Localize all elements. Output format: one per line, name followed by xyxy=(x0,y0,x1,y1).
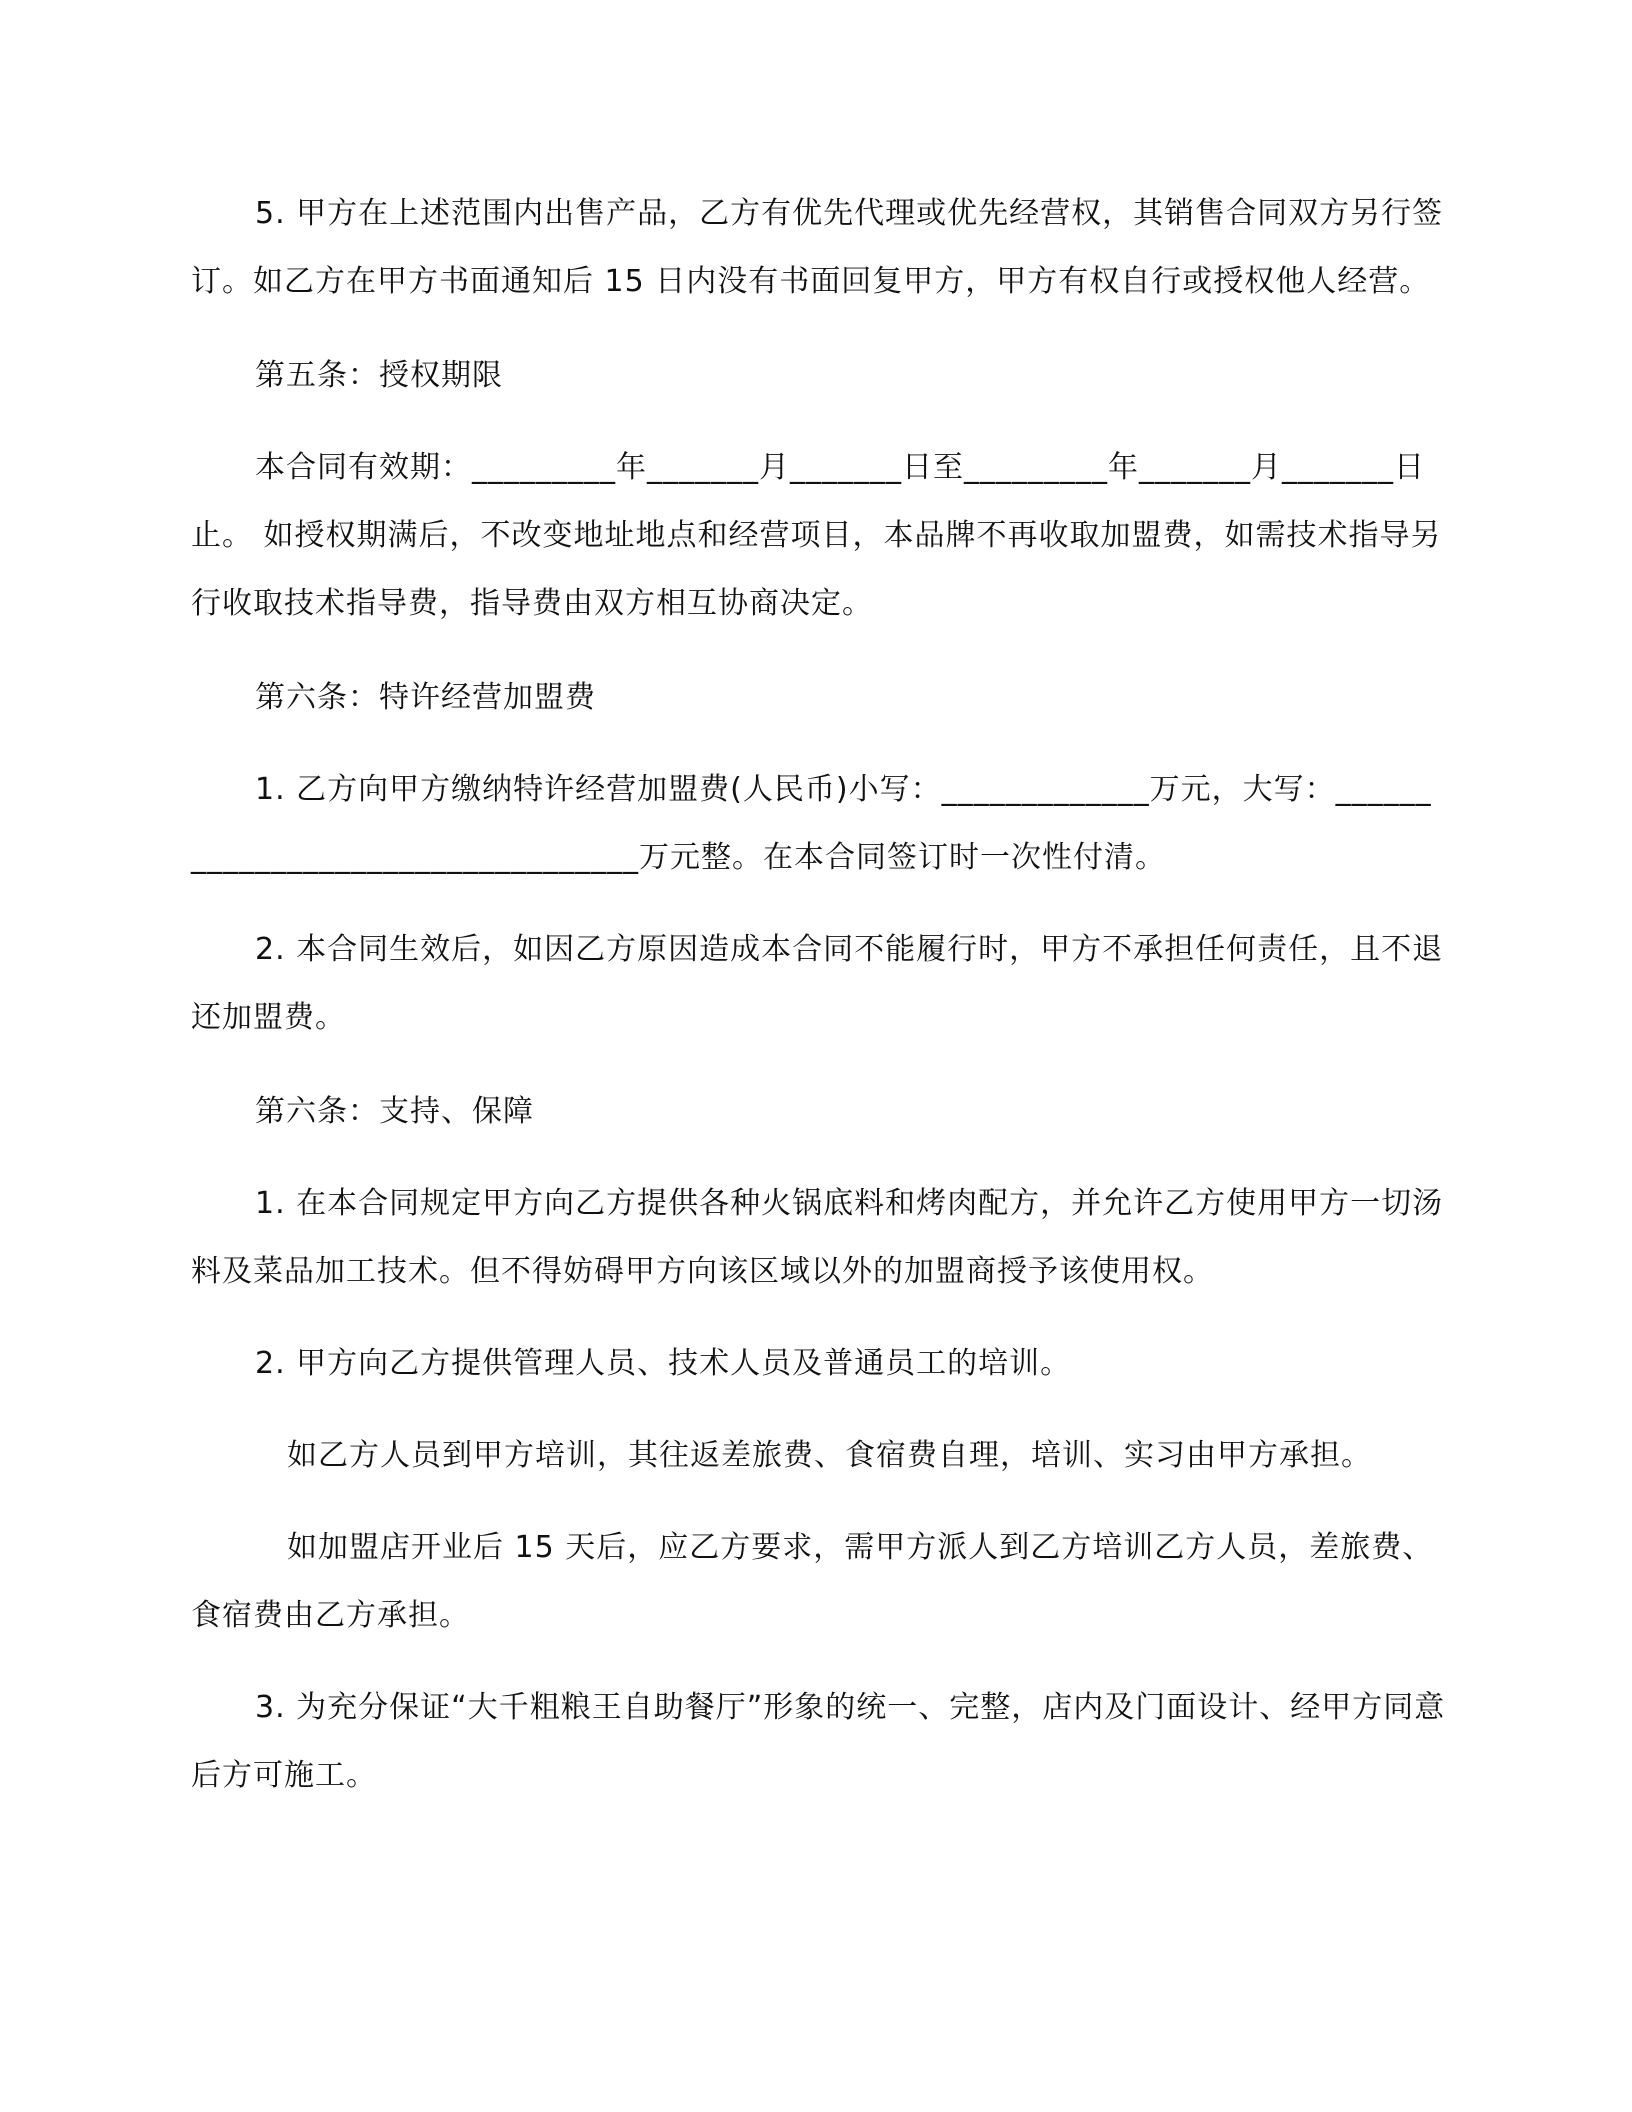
support-item-2-note-1: 如乙方人员到甲方培训，其往返差旅费、食宿费自理，培训、实习由甲方承担。 xyxy=(287,1438,1372,1473)
article-5-body: 本合同有效期：_________年_______月_______日至_________年_______月_______日止。 如授权期满后，不改变地址地点和经营项目，本品牌不再收取加盟费，如需技术指导另行收取技术指导费，指导费由双方相互协商决定。 xyxy=(191,450,1442,621)
support-item-2-note-2: 如加盟店开业后 15 天后，应乙方要求，需甲方派人到乙方培训乙方人员，差旅费、食宿费由乙方承担。 xyxy=(191,1530,1434,1633)
clause-5-item-5: 5. 甲方在上述范围内出售产品，乙方有优先代理或优先经营权，其销售合同双方另行签订。如乙方在甲方书面通知后 15 日内没有书面回复甲方，甲方有权自行或授权他人经营。 xyxy=(191,196,1444,299)
article-6-item-1: 1. 乙方向甲方缴纳特许经营加盟费(人民币)小写：_____________万元，大写：__________________________________万元整。在本合同签订时一次性付清。 xyxy=(191,772,1432,875)
support-item-2: 2. 甲方向乙方提供管理人员、技术人员及普通员工的培训。 xyxy=(255,1346,1072,1381)
document-body xyxy=(191,180,1446,1810)
article-6-title: 第六条：特许经营加盟费 xyxy=(255,680,596,715)
support-item-1: 1. 在本合同规定甲方向乙方提供各种火锅底料和烤肉配方，并允许乙方使用甲方一切汤料及菜品加工技术。但不得妨碍甲方向该区域以外的加盟商授予该使用权。 xyxy=(191,1186,1444,1289)
article-6b-title: 第六条：支持、保障 xyxy=(255,1094,534,1129)
support-item-3: 3. 为充分保证“大千粗粮王自助餐厅”形象的统一、完整，店内及门面设计、经甲方同意后方可施工。 xyxy=(191,1690,1446,1793)
article-6-item-2: 2. 本合同生效后，如因乙方原因造成本合同不能履行时，甲方不承担任何责任，且不退还加盟费。 xyxy=(191,932,1444,1035)
article-5-title: 第五条：授权期限 xyxy=(255,358,503,393)
